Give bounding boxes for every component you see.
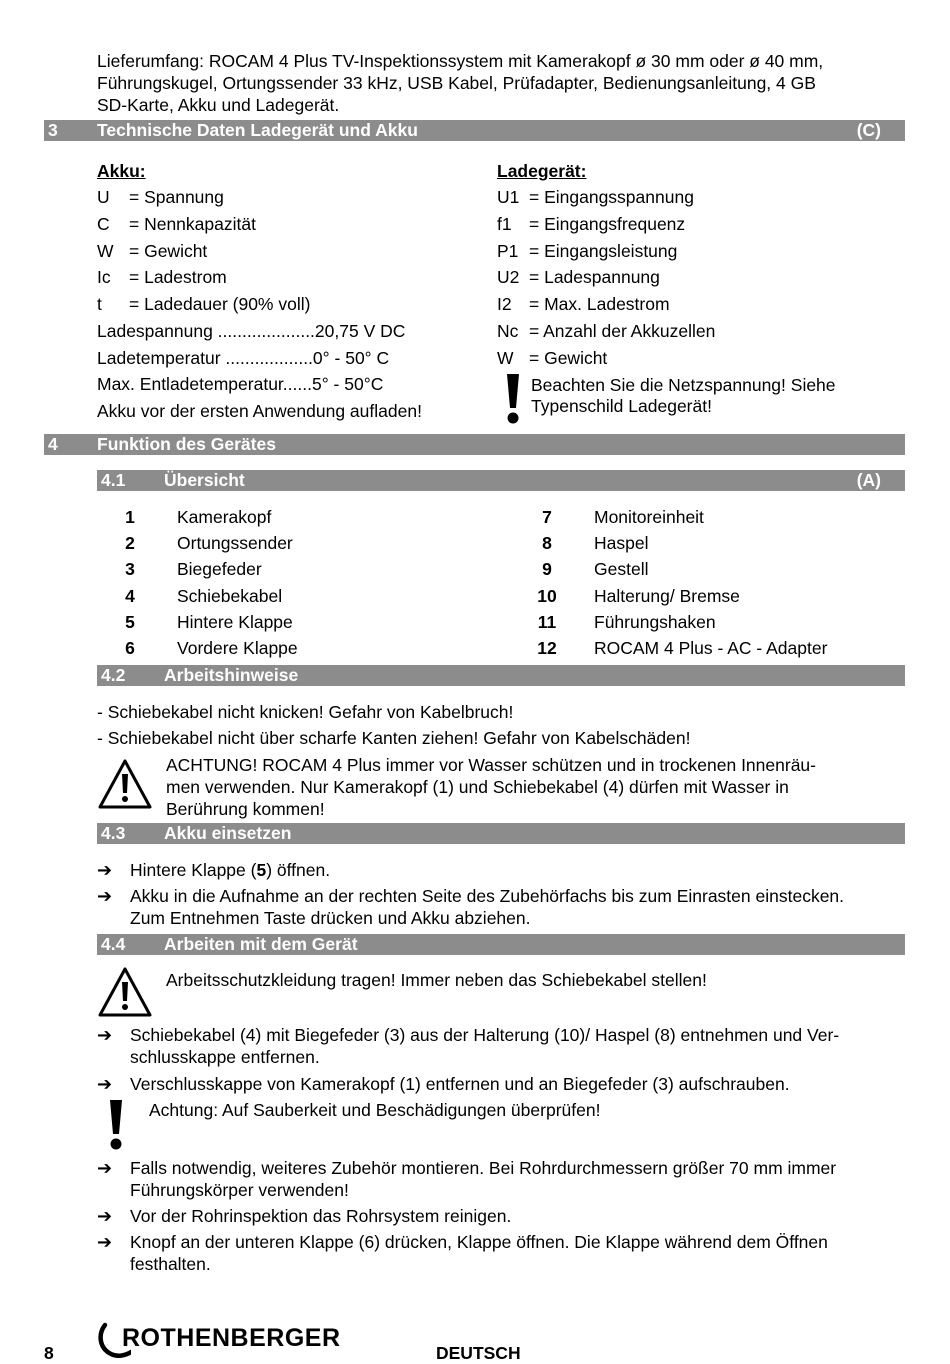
caution-line-3: Berührung kommen! [166, 799, 325, 819]
section-ref: (C) [856, 120, 881, 140]
brand-name: ROTHENBERGER [122, 1324, 341, 1352]
arrow-icon: ➔ [97, 860, 113, 880]
list-item: Ortungssender [177, 533, 293, 553]
intro-line-3: SD-Karte, Akku und Ladegerät. [97, 95, 340, 115]
hint-line: - Schiebekabel nicht knicken! Gefahr von Kabelbruch! [97, 702, 514, 722]
list-item-number: 7 [542, 507, 552, 527]
step-text: Falls notwendig, weiteres Zubehör montieren. Bei Rohrdurchmessern größer 70 mm immer [130, 1158, 837, 1178]
list-item-number: 5 [125, 612, 135, 632]
akku-symbol-row: t = Ladedauer (90% voll) [97, 294, 311, 314]
charger-heading: Ladegerät: [497, 161, 587, 181]
intro-line-1: Lieferumfang: ROCAM 4 Plus TV-Inspektionssystem mit Kamerakopf ø 30 mm oder ø 40 mm, [97, 51, 824, 71]
charger-symbol-row: I2 = Max. Ladestrom [497, 294, 670, 314]
exclamation-icon [504, 372, 522, 426]
section-title: Übersicht [164, 470, 245, 490]
list-item: ROCAM 4 Plus - AC - Adapter [594, 638, 828, 658]
brand-logo [97, 1322, 357, 1358]
section-4-2-header [97, 665, 905, 686]
section-4-4-header [97, 934, 905, 955]
step-text: Führungskörper verwenden! [130, 1180, 349, 1200]
section-4-3-header [97, 823, 905, 844]
arrow-icon: ➔ [97, 1025, 113, 1045]
attention-text: Achtung: Auf Sauberkeit und Beschädigungen überprüfen! [149, 1100, 601, 1120]
list-item: Führungshaken [594, 612, 716, 632]
akku-symbol-row: W = Gewicht [97, 241, 208, 261]
section-3-header [44, 120, 905, 141]
arrow-icon: ➔ [97, 1206, 113, 1226]
charger-warning-line-2: Typenschild Ladegerät! [531, 396, 712, 416]
akku-spec-discharge-temp: Max. Entladetemperatur......5° - 50°C [97, 374, 384, 394]
section-4-header [44, 434, 905, 455]
list-item-number: 2 [125, 533, 135, 553]
caution-text: Arbeitsschutzkleidung tragen! Immer neben das Schiebekabel stellen! [166, 970, 707, 990]
list-item-number: 10 [537, 586, 557, 606]
arrow-icon: ➔ [97, 1074, 113, 1094]
step-text: Vor der Rohrinspektion das Rohrsystem reinigen. [130, 1206, 512, 1226]
list-item: Halterung/ Bremse [594, 586, 740, 606]
arrow-icon: ➔ [97, 886, 113, 906]
section-number: 3 [48, 120, 58, 140]
list-item-number: 3 [125, 559, 135, 579]
hint-line: - Schiebekabel nicht über scharfe Kanten ziehen! Gefahr von Kabelschäden! [97, 728, 691, 748]
section-number: 4.2 [101, 665, 126, 685]
section-number: 4.1 [101, 470, 126, 490]
step-text: Knopf an der unteren Klappe (6) drücken, Klappe öffnen. Die Klappe während dem Öffnen [130, 1232, 828, 1252]
step-text: Akku in die Aufnahme an der rechten Seite des Zubehörfachs bis zum Einrasten einstecken. [130, 886, 845, 906]
list-item: Hintere Klappe [177, 612, 293, 632]
akku-symbol-row: C = Nennkapazität [97, 214, 256, 234]
language-label: DEUTSCH [436, 1343, 521, 1363]
list-item-number: 4 [125, 586, 135, 606]
charger-warning-line-1: Beachten Sie die Netzspannung! Siehe [531, 375, 836, 395]
list-item-number: 1 [125, 507, 135, 527]
arrow-icon: ➔ [97, 1158, 113, 1178]
list-item-number: 9 [542, 559, 552, 579]
akku-note: Akku vor der ersten Anwendung aufladen! [97, 401, 422, 421]
section-title: Arbeiten mit dem Gerät [164, 934, 358, 954]
charger-symbol-row: P1 = Eingangsleistung [497, 241, 678, 261]
section-title: Funktion des Gerätes [97, 434, 276, 454]
akku-spec-temp: Ladetemperatur ..................0° - 50° C [97, 348, 390, 368]
step-text: Schiebekabel (4) mit Biegefeder (3) aus der Halterung (10)/ Haspel (8) entnehmen und Ver- [130, 1025, 840, 1045]
charger-symbol-row: U2 = Ladespannung [497, 267, 660, 287]
akku-spec-voltage: Ladespannung ....................20,75 V DC [97, 321, 406, 341]
list-item: Vordere Klappe [177, 638, 298, 658]
page-number: 8 [44, 1343, 54, 1363]
section-title: Technische Daten Ladegerät und Akku [97, 120, 418, 140]
step-text: Zum Entnehmen Taste drücken und Akku abziehen. [130, 908, 531, 928]
akku-symbol-row: U = Spannung [97, 187, 224, 207]
section-number: 4.4 [101, 934, 126, 954]
arrow-icon: ➔ [97, 1232, 113, 1252]
step-text: Verschlusskappe von Kamerakopf (1) entfernen und an Biegefeder (3) aufschrauben. [130, 1074, 790, 1094]
section-title: Akku einsetzen [164, 823, 292, 843]
section-number: 4 [48, 434, 58, 454]
list-item: Haspel [594, 533, 649, 553]
intro-line-2: Führungskugel, Ortungssender 33 kHz, USB Kabel, Prüfadapter, Bedienungsanleitung, 4 GB [97, 73, 816, 93]
list-item-number: 6 [125, 638, 135, 658]
warning-triangle-icon [97, 758, 153, 810]
warning-triangle-icon [97, 966, 153, 1018]
step-text: Hintere Klappe (5) öffnen. [130, 860, 331, 880]
charger-symbol-row: W = Gewicht [497, 348, 608, 368]
list-item: Gestell [594, 559, 649, 579]
step-text: schlusskappe entfernen. [130, 1047, 320, 1067]
list-item: Schiebekabel [177, 586, 283, 606]
step-text: festhalten. [130, 1254, 211, 1274]
exclamation-icon [107, 1098, 125, 1152]
section-4-1-header [97, 470, 905, 491]
list-item-number: 12 [537, 638, 557, 658]
list-item: Monitoreinheit [594, 507, 704, 527]
caution-line-2: men verwenden. Nur Kamerakopf (1) und Schiebekabel (4) dürfen mit Wasser in [166, 777, 789, 797]
section-number: 4.3 [101, 823, 126, 843]
list-item: Biegefeder [177, 559, 262, 579]
list-item-number: 8 [542, 533, 552, 553]
charger-symbol-row: Nc = Anzahl der Akkuzellen [497, 321, 716, 341]
section-ref: (A) [856, 470, 881, 490]
caution-line-1: ACHTUNG! ROCAM 4 Plus immer vor Wasser schützen und in trockenen Innenräu- [166, 755, 816, 775]
list-item: Kamerakopf [177, 507, 272, 527]
section-title: Arbeitshinweise [164, 665, 299, 685]
charger-symbol-row: U1 = Eingangsspannung [497, 187, 694, 207]
akku-symbol-row: Ic = Ladestrom [97, 267, 227, 287]
list-item-number: 11 [537, 612, 557, 632]
akku-heading: Akku: [97, 161, 146, 181]
charger-symbol-row: f1 = Eingangsfrequenz [497, 214, 686, 234]
